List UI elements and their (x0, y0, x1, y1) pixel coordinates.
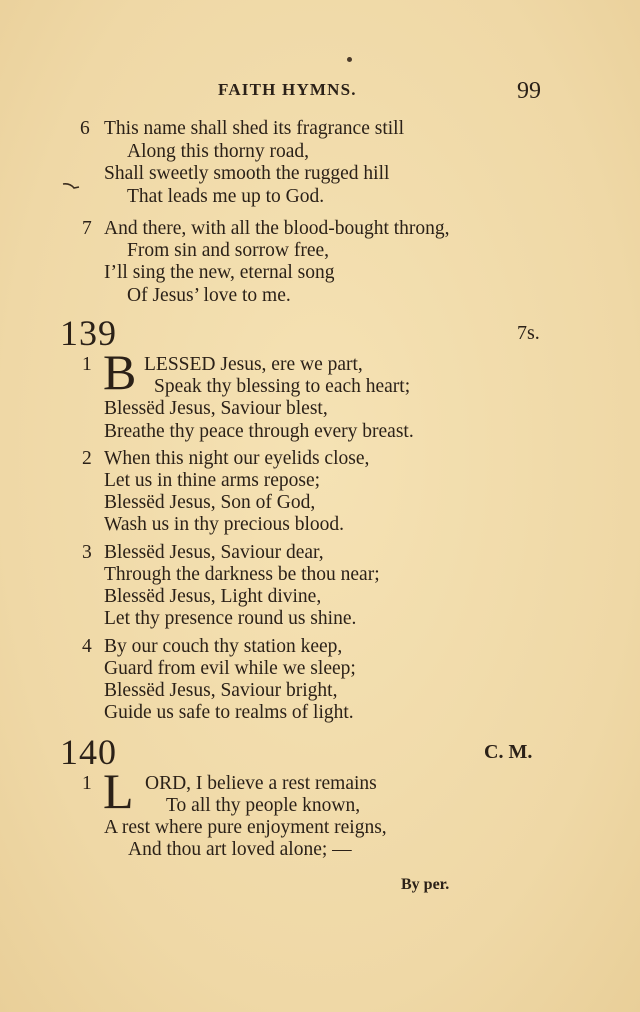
verse-line: Guide us safe to realms of light. (104, 702, 354, 723)
ink-dot (347, 57, 352, 62)
hymn-number: 139 (60, 313, 117, 353)
drop-cap: L (103, 763, 134, 819)
verse-line: And thou art loved alone; — (128, 839, 352, 860)
verse-line: When this night our eyelids close, (104, 448, 370, 469)
verse-line: I’ll sing the new, eternal song (104, 262, 335, 283)
verse-line: Along this thorny road, (127, 141, 309, 162)
verse-number: 1 (82, 354, 92, 375)
margin-mark (62, 182, 80, 190)
verse-line: Through the darkness be thou near; (104, 564, 380, 585)
verse-line: Let thy presence round us shine. (104, 608, 357, 629)
verse-number: 3 (82, 542, 92, 563)
running-title: FAITH HYMNS. (218, 80, 357, 99)
hymn-meter: 7s. (517, 322, 540, 344)
verse-line: Speak thy blessing to each heart; (154, 376, 411, 397)
verse-line: LESSED Jesus, ere we part, (144, 354, 363, 375)
verse-line: This name shall shed its fragrance still (104, 118, 405, 139)
verse-number: 2 (82, 448, 92, 469)
drop-cap: B (103, 344, 137, 400)
verse-line: By our couch thy station keep, (104, 636, 343, 657)
verse-line: ORD, I believe a rest remains (145, 773, 377, 794)
verse-line: Blessëd Jesus, Saviour blest, (104, 398, 328, 419)
hymn-meter: C. M. (484, 741, 533, 763)
verse-line: Blessëd Jesus, Son of God, (104, 492, 316, 513)
permission-credit: By per. (401, 876, 450, 893)
verse-number: 1 (82, 773, 92, 794)
verse-number: 6 (80, 118, 90, 139)
verse-line: From sin and sorrow free, (127, 240, 329, 261)
verse-number: 7 (82, 218, 92, 239)
verse-line: Blessëd Jesus, Saviour dear, (104, 542, 324, 563)
verse-line: Wash us in thy precious blood. (104, 514, 344, 535)
verse-line: Guard from evil while we sleep; (104, 658, 356, 679)
verse-line: To all thy people known, (166, 795, 361, 816)
verse-line: And there, with all the blood-bought throng, (104, 218, 450, 239)
page-number: 99 (517, 78, 541, 104)
hymn-number: 140 (60, 732, 117, 772)
verse-line: Breathe thy peace through every breast. (104, 421, 414, 442)
verse-line: Blessëd Jesus, Light divine, (104, 586, 322, 607)
verse-line: Shall sweetly smooth the rugged hill (104, 163, 390, 184)
verse-line: That leads me up to God. (127, 186, 325, 207)
verse-line: A rest where pure enjoyment reigns, (104, 817, 387, 838)
running-header (0, 78, 640, 104)
verse-line: Blessëd Jesus, Saviour bright, (104, 680, 338, 701)
verse-line: Of Jesus’ love to me. (127, 285, 291, 306)
verse-number: 4 (82, 636, 92, 657)
verse-line: Let us in thine arms repose; (104, 470, 321, 491)
